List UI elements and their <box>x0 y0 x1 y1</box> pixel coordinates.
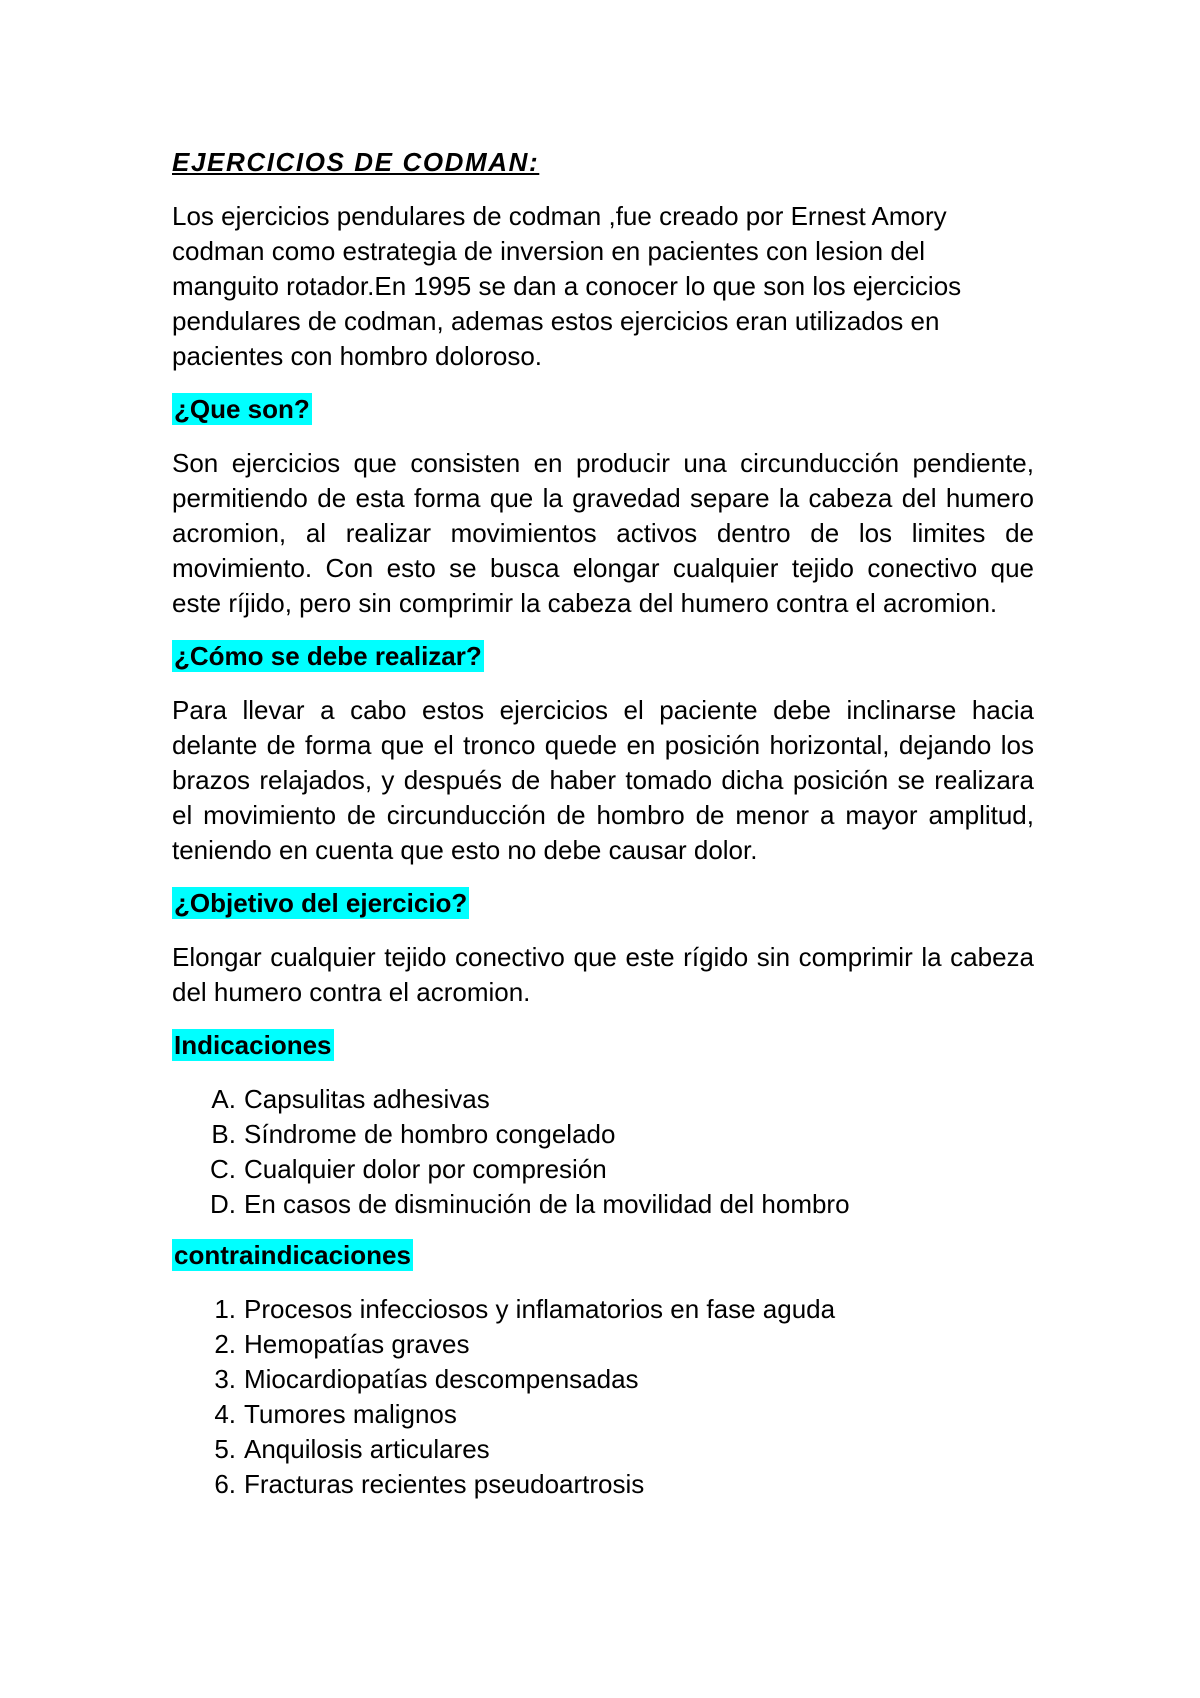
list-item <box>172 1117 1034 1152</box>
heading-que-son-label: ¿Que son? <box>174 394 310 424</box>
list-item <box>172 1397 1034 1432</box>
objetivo-paragraph: Elongar cualquier tejido conectivo que este rígido sin comprimir la cabeza del humero contra el acromion. <box>172 942 1034 1007</box>
list-item-text: Cualquier dolor por compresión <box>244 1154 607 1184</box>
list-item-text: Fracturas recientes pseudoartrosis <box>244 1469 645 1499</box>
heading-contraindicaciones-label: contraindicaciones <box>174 1240 411 1270</box>
list-item-text: Tumores malignos <box>244 1399 457 1429</box>
list-marker: D. <box>210 1189 236 1219</box>
list-item <box>172 1467 1034 1502</box>
list-marker: 3. <box>214 1364 236 1394</box>
heading-contraindicaciones <box>172 1236 1034 1279</box>
list-marker: C. <box>210 1154 236 1184</box>
list-item <box>172 1362 1034 1397</box>
list-marker: A. <box>211 1084 236 1114</box>
heading-como-realizar <box>172 637 1034 680</box>
que-son-paragraph: Son ejercicios que consisten en producir una circunducción pendiente, permitiendo de esta forma que la gravedad separe la cabeza del humero acromion, al realizar movimientos activos dentro de los limites de movimiento. Con esto se busca elongar cualquier tejido conectivo que este ríjido, pero sin comprimir la cabeza del humero contra el acromion. <box>172 448 1034 618</box>
document-title: EJERCICIOS DE CODMAN: <box>172 147 540 177</box>
heading-indicaciones <box>172 1026 1034 1069</box>
heading-objetivo-label: ¿Objetivo del ejercicio? <box>174 888 468 918</box>
list-item <box>172 1292 1034 1327</box>
heading-objetivo <box>172 884 1034 927</box>
list-item-text: Miocardiopatías descompensadas <box>244 1364 639 1394</box>
como-realizar-paragraph: Para llevar a cabo estos ejercicios el paciente debe inclinarse hacia delante de forma que el tronco quede en posición horizontal, dejando los brazos relajados, y después de haber tomado dicha posición se realizara el movimiento de circunducción de hombro de menor a mayor amplitud, teniendo en cuenta que esto no debe causar dolor. <box>172 695 1034 865</box>
list-marker: 6. <box>214 1469 236 1499</box>
list-marker: 1. <box>214 1294 236 1324</box>
list-marker: 4. <box>214 1399 236 1429</box>
list-item-text: Procesos infecciosos y inflamatorios en fase aguda <box>244 1294 836 1324</box>
list-item <box>172 1082 1034 1117</box>
list-item-text: Capsulitas adhesivas <box>244 1084 490 1114</box>
list-item <box>172 1187 1034 1222</box>
list-marker: 2. <box>214 1329 236 1359</box>
list-item <box>172 1152 1034 1187</box>
heading-que-son <box>172 390 1034 433</box>
list-marker: 5. <box>214 1434 236 1464</box>
list-item-text: Anquilosis articulares <box>244 1434 490 1464</box>
contraindicaciones-list <box>172 1292 1034 1502</box>
list-item <box>172 1432 1034 1467</box>
list-item-text: En casos de disminución de la movilidad del hombro <box>244 1189 850 1219</box>
document-page <box>172 145 1034 1516</box>
intro-paragraph: Los ejercicios pendulares de codman ,fue creado por Ernest Amory codman como estrategia de inversion en pacientes con lesion del manguito rotador.En 1995 se dan a conocer lo que son los ejercicios pendulares de codman, ademas estos ejercicios eran utilizados en pacientes con hombro doloroso. <box>172 201 962 371</box>
heading-indicaciones-label: Indicaciones <box>174 1030 332 1060</box>
indicaciones-list <box>172 1082 1034 1222</box>
list-item-text: Síndrome de hombro congelado <box>244 1119 616 1149</box>
list-marker: B. <box>211 1119 236 1149</box>
list-item-text: Hemopatías graves <box>244 1329 470 1359</box>
heading-como-realizar-label: ¿Cómo se debe realizar? <box>174 641 482 671</box>
list-item <box>172 1327 1034 1362</box>
